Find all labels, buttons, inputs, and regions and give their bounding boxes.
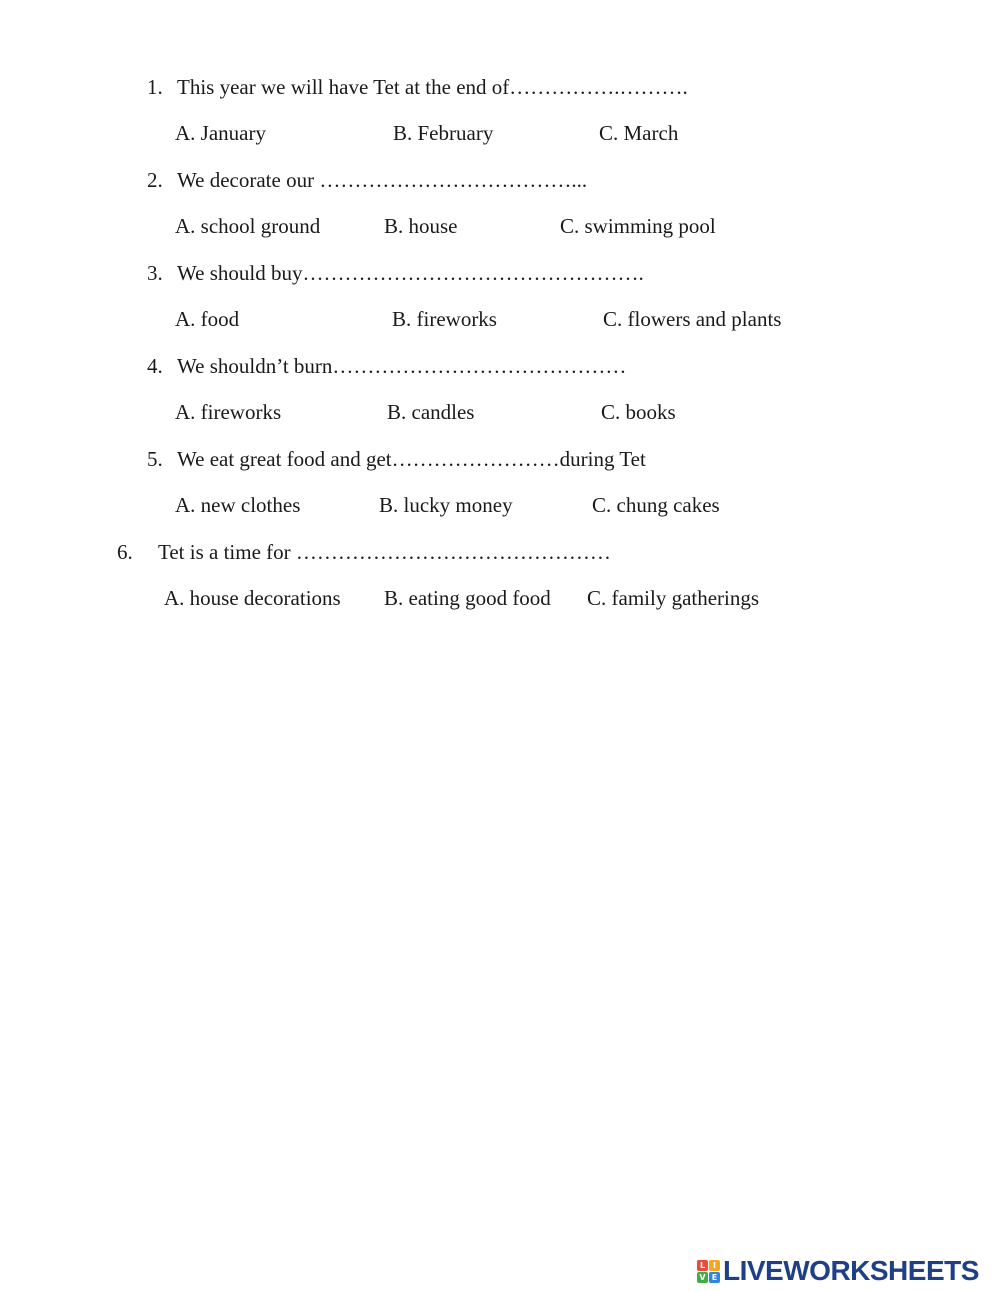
option-c[interactable]: C. books: [601, 400, 676, 424]
option-b[interactable]: B. lucky money: [379, 493, 513, 517]
question-number: 2.: [147, 168, 163, 192]
option-b[interactable]: B. eating good food: [384, 586, 551, 610]
option-b[interactable]: B. fireworks: [392, 307, 497, 331]
logo-text: LIVEWORKSHEETS: [723, 1255, 979, 1286]
question-stem: This year we will have Tet at the end of…………….……….: [177, 75, 688, 99]
question-number: 1.: [147, 75, 163, 99]
option-a[interactable]: A. food: [175, 307, 240, 331]
option-b[interactable]: B. candles: [387, 400, 475, 424]
option-a[interactable]: A. house decorations: [164, 586, 341, 610]
option-a[interactable]: A. fireworks: [175, 400, 282, 424]
liveworksheets-logo: [697, 1256, 979, 1286]
logo-mark-icon: [697, 1260, 720, 1283]
logo-letter-v: V: [697, 1272, 708, 1283]
question-number: 4.: [147, 354, 163, 378]
question-stem: We decorate our ………………………………...: [177, 168, 588, 192]
question-stem: We should buy………………………………………….: [177, 261, 644, 285]
option-a[interactable]: A. school ground: [175, 214, 321, 238]
option-a[interactable]: A. new clothes: [175, 493, 301, 517]
question-number: 3.: [147, 261, 163, 285]
option-b[interactable]: B. house: [384, 214, 458, 238]
question-number: 5.: [147, 447, 163, 471]
logo-letter-i: I: [709, 1260, 720, 1271]
option-c[interactable]: C. flowers and plants: [603, 307, 782, 331]
option-b[interactable]: B. February: [393, 121, 494, 145]
logo-letter-e: E: [709, 1272, 720, 1283]
question-stem: We eat great food and get……………………during Tet: [177, 447, 646, 471]
logo-letter-l: L: [697, 1260, 708, 1271]
option-c[interactable]: C. family gatherings: [587, 586, 760, 610]
question-stem: Tet is a time for ………………………………………: [158, 540, 611, 564]
question-stem: We shouldn’t burn……………………………………: [177, 354, 627, 378]
option-a[interactable]: A. January: [175, 121, 266, 145]
option-c[interactable]: C. March: [599, 121, 679, 145]
option-c[interactable]: C. chung cakes: [592, 493, 720, 517]
question-number: 6.: [117, 540, 133, 564]
option-c[interactable]: C. swimming pool: [560, 214, 716, 238]
